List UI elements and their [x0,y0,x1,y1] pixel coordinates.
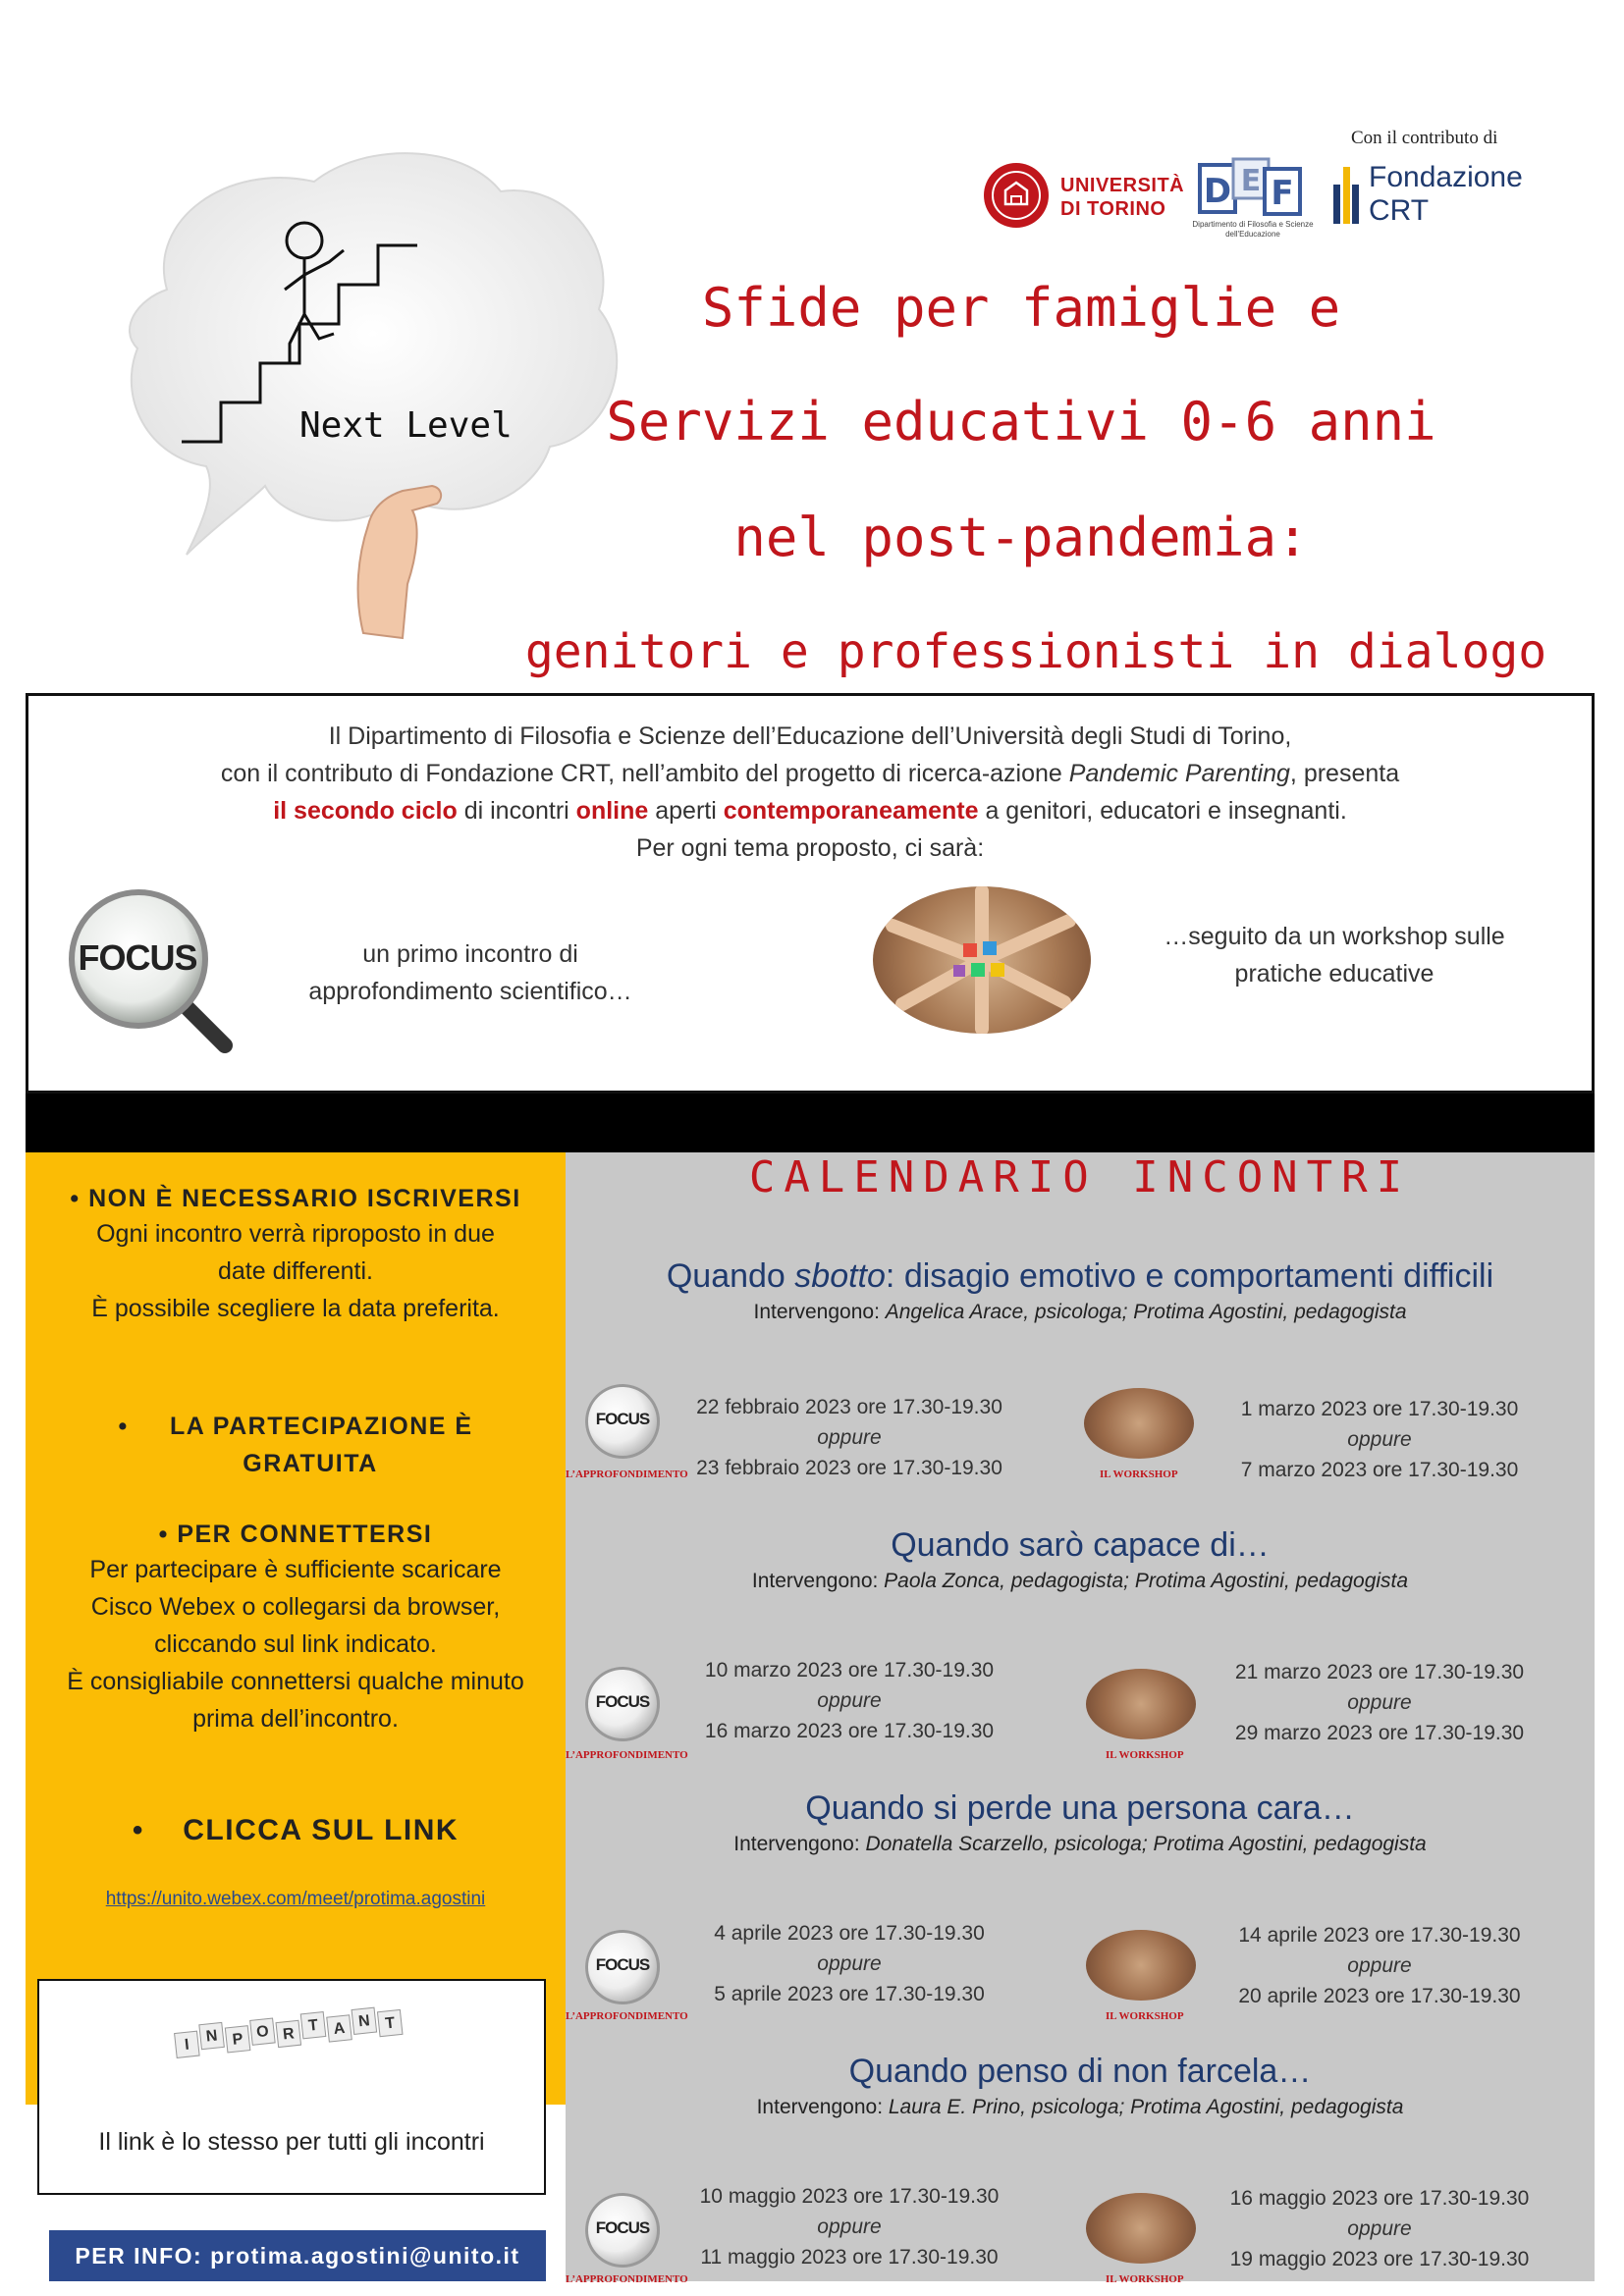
date-option-2: 5 aprile 2023 ore 17.30-19.30 [714,1983,985,2005]
connect-text-1: Per partecipare è sufficiente scaricare [89,1556,502,1583]
svg-text:F: F [1271,174,1294,213]
important-tile: P [225,2025,251,2053]
workshop-small-photo [1086,1930,1196,2001]
oppure: oppure [817,2216,882,2238]
speakers-label: Intervengono: [733,1833,866,1855]
topic-4-workshop-dates [1218,2183,1542,2274]
topic-1-title-post: : disagio emotivo e comportamenti difficili [885,1257,1494,1295]
oppure: oppure [817,1689,882,1712]
speakers-names: Angelica Arace, psicologa; Protima Agostini, pedagogista [885,1301,1407,1323]
info-heading-registration: • NON È NECESSARIO ISCRIVERSI [70,1185,521,1212]
workshop-small-photo [1084,1388,1194,1459]
contrib-label: Con il contributo di [1351,128,1498,148]
topic-1-speakers [566,1298,1595,1327]
important-tile: T [300,2011,327,2039]
info-heading-registration-text: NON È NECESSARIO ISCRIVERSI [88,1185,521,1212]
oppure: oppure [1347,2217,1412,2240]
approfondimento-label: L’APPROFONDIMENTO [566,2273,688,2285]
bubble-text: Next Level [299,405,513,446]
focus-word: FOCUS [78,937,197,978]
important-tiles [173,2007,422,2082]
webex-link[interactable]: https://unito.webex.com/meet/protima.agostini [105,1889,486,1909]
date-option-1: 22 febbraio 2023 ore 17.30-19.30 [696,1396,1002,1418]
important-tile: N [198,2022,225,2050]
workshop-small-photo [1086,2193,1196,2264]
speakers-names: Paola Zonca, pedagogista; Protima Agostini, pedagogista [884,1570,1409,1592]
intro-highlight-cycle: il secondo ciclo [273,797,458,825]
connect-text-4: È consigliabile connettersi qualche minuto [67,1668,524,1695]
contact-email[interactable]: PER INFO: protima.agostini@unito.it [75,2243,520,2269]
focus-small-label: FOCUS [595,1692,650,1711]
focus-small-icon [585,1384,660,1459]
workshop-photo [873,886,1091,1034]
info-heading-free-2: GRATUITA [243,1450,378,1477]
crt-logo [1333,161,1559,230]
workshop-label: IL WORKSHOP [1106,1749,1184,1761]
info-panel [26,1152,566,2156]
connect-text-5: prima dell’incontro. [192,1705,399,1733]
calendar-title: CALENDARIO INCONTRI [748,1152,1412,1202]
dfe-name: Dipartimento di Filosofia e Scienze dell'Educazione [1192,220,1314,239]
topic-2-focus-dates [687,1655,1011,1746]
dfe-logo [1184,157,1322,245]
unito-logo [982,161,1185,232]
intro-line-3 [28,792,1592,829]
crt-name-2: CRT [1369,194,1430,227]
topic-1-title-em: sbotto [794,1257,886,1295]
date-option-1: 21 marzo 2023 ore 17.30-19.30 [1234,1661,1525,1683]
focus-small-label: FOCUS [595,1410,650,1428]
intro-line-1: Il Dipartimento di Filosofia e Scienze dell’Educazione dell’Università degli Studi di Torino, [328,722,1292,750]
intro-box [26,693,1595,1094]
important-text: Il link è lo stesso per tutti gli incontri [98,2128,485,2156]
contact-bar [49,2230,546,2281]
topic-4-speakers [566,2093,1595,2122]
important-tile: R [275,2020,301,2048]
topic-4-title: Quando penso di non farcela… [848,2053,1312,2090]
focus-small-icon [585,2193,660,2268]
speech-bubble-icon [108,142,628,643]
important-tile: N [352,2007,378,2035]
workshop-label: IL WORKSHOP [1100,1468,1178,1480]
unito-name-2: DI TORINO [1060,198,1166,220]
important-box [37,1979,546,2195]
info-heading-free-text: LA PARTECIPAZIONE È [169,1413,473,1440]
important-tile: O [249,2017,276,2045]
speakers-names: Donatella Scarzello, psicologa; Protima Agostini, pedagogista [865,1833,1427,1855]
oppure: oppure [817,1426,882,1449]
date-option-1: 16 maggio 2023 ore 17.30-19.30 [1229,2187,1530,2210]
focus-small-label: FOCUS [595,1955,650,1974]
title-line-3: nel post-pandemia: [733,507,1309,568]
date-option-2: 16 marzo 2023 ore 17.30-19.30 [704,1720,995,1742]
info-heading-free-1: • LA PARTECIPAZIONE È [118,1413,473,1440]
speakers-label: Intervengono: [753,1301,886,1323]
important-tile: T [377,2009,404,2037]
workshop-label: IL WORKSHOP [1106,2273,1184,2285]
focus-desc-1: un primo incontro di [362,940,578,968]
workshop-small-photo [1086,1669,1196,1739]
focus-magnifier-icon [68,888,205,1026]
topic-2-speakers [566,1567,1595,1596]
topic-2 [566,1523,1595,1596]
topic-3-speakers [566,1830,1595,1859]
workshop-desc-1: …seguito da un workshop sulle [1164,923,1505,950]
date-option-1: 4 aprile 2023 ore 17.30-19.30 [714,1922,985,1945]
unito-name-1: UNIVERSITÀ [1060,175,1185,196]
oppure: oppure [1347,1691,1412,1714]
project-name: Pandemic Parenting [1068,760,1290,787]
next-level-illustration [108,142,628,643]
topic-2-title: Quando sarò capace di… [891,1526,1270,1564]
topic-3-title: Quando si perde una persona cara… [805,1789,1355,1827]
oppure: oppure [1347,1428,1412,1451]
topic-3-workshop-dates [1218,1920,1542,2011]
oppure: oppure [817,1952,882,1975]
intro-line-2a: con il contributo di Fondazione CRT, nell’ambito del progetto di ricerca-azione [220,760,1069,787]
topic-1-title [566,1255,1595,1298]
topic-4-focus-dates [687,2181,1011,2272]
info-text-3: È possibile scegliere la data preferita. [91,1295,500,1322]
topic-1-workshop-dates [1218,1394,1542,1485]
svg-text:E: E [1240,164,1262,198]
intro-line-2c: , presenta [1289,760,1400,787]
intro-line-3d: aperti [648,797,724,825]
workshop-desc-2: pratiche educative [1234,960,1435,988]
unito-seal-icon [982,161,1051,230]
date-option-1: 14 aprile 2023 ore 17.30-19.30 [1238,1924,1521,1947]
info-text-2: date differenti. [218,1257,373,1285]
date-option-1: 1 marzo 2023 ore 17.30-19.30 [1240,1398,1519,1420]
date-option-2: 20 aprile 2023 ore 17.30-19.30 [1238,1985,1521,2007]
click-link-heading-text: CLICCA SUL LINK [183,1814,460,1846]
intro-line-4: Per ogni tema proposto, ci sarà: [635,834,985,862]
topic-4 [566,2050,1595,2122]
topic-3-focus-dates [687,1918,1011,2009]
connect-text-2: Cisco Webex o collegarsi da browser, [90,1593,501,1621]
intro-line-3f: a genitori, educatori e insegnanti. [978,797,1347,825]
topic-1 [566,1255,1595,1327]
date-option-2: 23 febbraio 2023 ore 17.30-19.30 [696,1457,1002,1479]
connect-text-3: cliccando sul link indicato. [154,1630,437,1658]
divider-bar [26,1094,1595,1152]
focus-small-label: FOCUS [595,2218,650,2237]
crt-bars-icon [1333,167,1359,224]
date-option-1: 10 maggio 2023 ore 17.30-19.30 [699,2185,1000,2208]
date-option-2: 7 marzo 2023 ore 17.30-19.30 [1240,1459,1519,1481]
info-heading-connect: • PER CONNETTERSI [158,1521,433,1548]
intro-line-3b: di incontri [457,797,576,825]
info-text-1: Ogni incontro verrà riproposto in due [96,1220,495,1248]
date-option-1: 10 marzo 2023 ore 17.30-19.30 [704,1659,995,1682]
topic-1-focus-dates [687,1392,1011,1483]
info-heading-connect-text: PER CONNETTERSI [177,1521,433,1548]
important-tile: A [326,2014,352,2042]
approfondimento-label: L’APPROFONDIMENTO [566,2010,688,2022]
speakers-names: Laura E. Prino, psicologa; Protima Agostini, pedagogista [888,2096,1404,2118]
topic-2-workshop-dates [1218,1657,1542,1748]
focus-desc-2: approfondimento scientifico… [308,978,632,1005]
date-option-2: 19 maggio 2023 ore 17.30-19.30 [1229,2248,1530,2270]
intro-highlight-online: online [575,797,649,825]
topic-1-title-pre: Quando [666,1257,795,1295]
date-option-2: 11 maggio 2023 ore 17.30-19.30 [700,2246,999,2269]
approfondimento-label: L’APPROFONDIMENTO [566,1749,688,1761]
info-item-registration [26,1180,566,1217]
focus-small-icon [585,1930,660,2004]
title-line-2: Servizi educativi 0-6 anni [606,391,1436,453]
click-link-heading: • CLICCA SUL LINK [132,1814,460,1846]
intro-line-2 [28,755,1592,792]
speakers-label: Intervengono: [756,2096,889,2118]
title-line-1: Sfide per famiglie e [701,277,1341,339]
focus-small-icon [585,1667,660,1741]
subtitle: genitori e professionisti in dialogo [524,624,1547,679]
svg-text:D: D [1203,172,1232,211]
date-option-2: 29 marzo 2023 ore 17.30-19.30 [1234,1722,1525,1744]
crt-name-1: Fondazione [1369,161,1523,193]
speakers-label: Intervengono: [751,1570,885,1592]
dfe-mark-icon [1198,157,1306,218]
workshop-label: IL WORKSHOP [1106,2010,1184,2022]
oppure: oppure [1347,1954,1412,1977]
intro-highlight-simultaneous: contemporaneamente [723,797,979,825]
topic-3 [566,1787,1595,1859]
important-tile: I [174,2031,200,2058]
approfondimento-label: L’APPROFONDIMENTO [566,1468,688,1480]
